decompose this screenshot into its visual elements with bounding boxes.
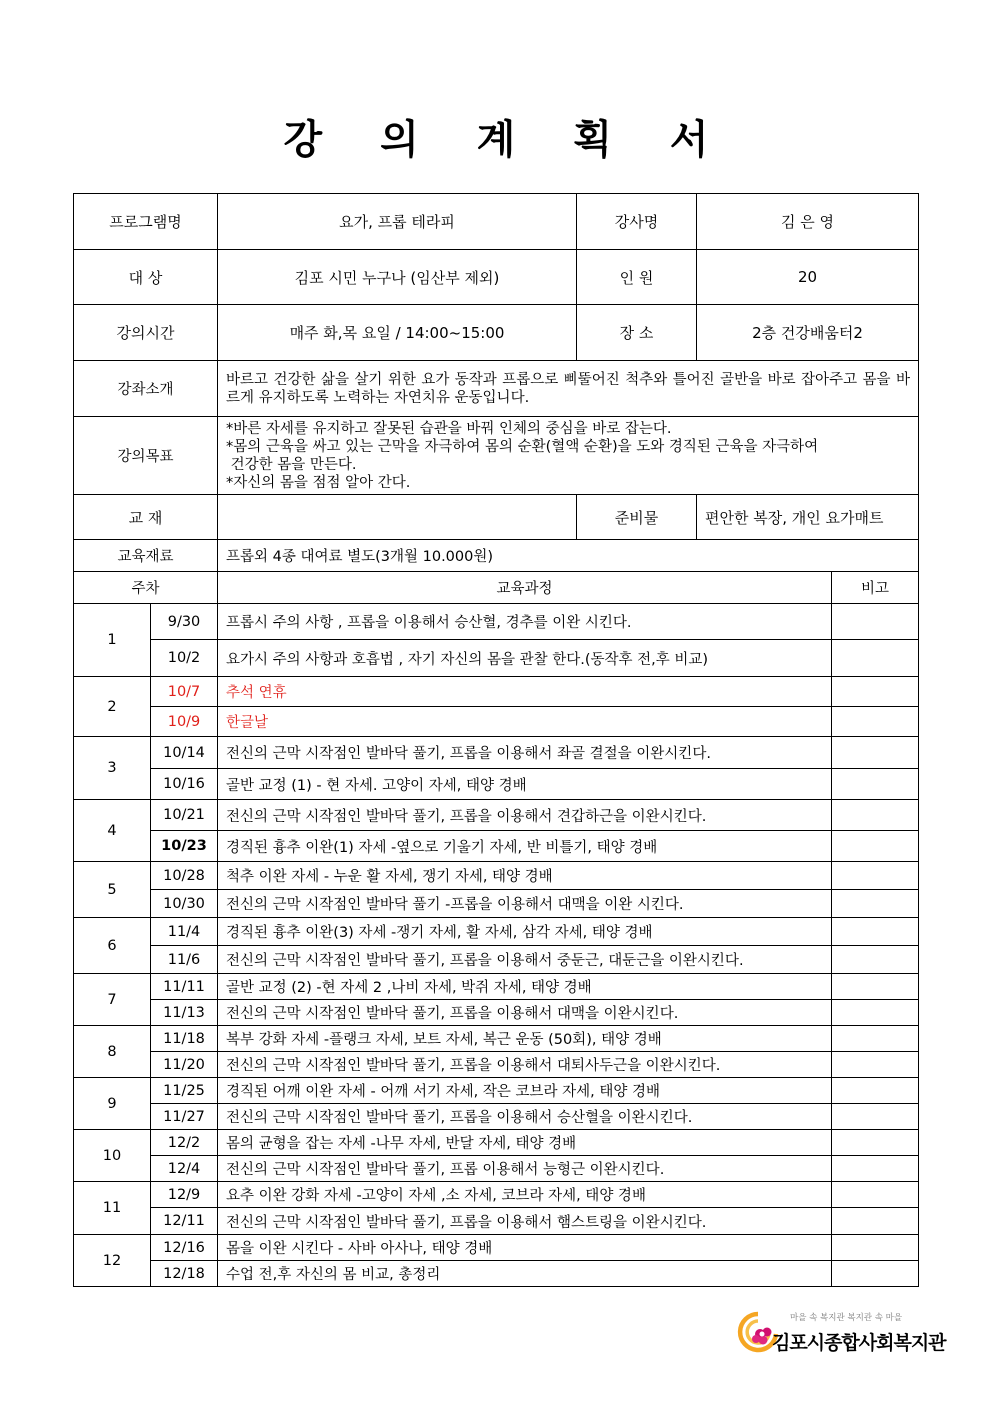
goal-line: *몸의 근육을 싸고 있는 근막을 자극하여 몸의 순환(혈액 순환)을 도와 경직된 근육을 자극하여 [226, 438, 819, 455]
session-date: 11/11 [151, 974, 218, 1000]
session-content: 경직된 어깨 이완 자세 - 어깨 서기 자세, 작은 코브라 자세, 태양 경배 [218, 1078, 832, 1104]
session-note [832, 862, 919, 890]
capacity-label: 인 원 [577, 250, 697, 305]
session-content: 척추 이완 자세 - 누운 활 자세, 쟁기 자세, 태양 경배 [218, 862, 832, 890]
session-content: 전신의 근막 시작점인 발바닥 풀기, 프롭을 이용해서 중둔근, 대둔근을 이완시킨다. [218, 946, 832, 974]
session-note [832, 1182, 919, 1208]
week-number: 7 [74, 974, 151, 1026]
goal-line: *자신의 몸을 점점 알아 간다. [226, 474, 411, 491]
schedule-row [74, 737, 919, 769]
session-content: 요가시 주의 사항과 호흡법 , 자기 자신의 몸을 관찰 한다.(동작후 전,후 비교) [218, 640, 832, 677]
schedule-row [74, 640, 919, 677]
session-content: 한글날 [218, 707, 832, 737]
session-date: 12/9 [151, 1182, 218, 1208]
session-date: 10/14 [151, 737, 218, 769]
session-content: 요추 이완 강화 자세 -고양이 자세 ,소 자세, 코브라 자세, 태양 경배 [218, 1182, 832, 1208]
document-title: 강 의 계 획 서 [283, 116, 731, 163]
schedule-row [74, 1104, 919, 1130]
week-number: 11 [74, 1182, 151, 1235]
session-content: 전신의 근막 시작점인 발바닥 풀기, 프롭 이용해서 능형근 이완시킨다. [218, 1156, 832, 1182]
schedule-row [74, 1052, 919, 1078]
session-date: 10/16 [151, 769, 218, 800]
material-label: 교육재료 [74, 540, 218, 572]
session-date: 11/20 [151, 1052, 218, 1078]
material-value: 프롭외 4종 대여료 별도(3개월 10.000원) [218, 540, 919, 572]
session-content: 전신의 근막 시작점인 발바닥 풀기, 프롭을 이용해서 견갑하근을 이완시킨다. [218, 800, 832, 831]
session-note [832, 677, 919, 707]
instructor-value: 김 은 영 [697, 194, 919, 250]
place-value: 2층 건강배움터2 [697, 305, 919, 361]
textbook-value [218, 495, 577, 540]
session-note [832, 890, 919, 918]
schedule-row [74, 918, 919, 946]
session-content: 골반 교정 (2) -현 자세 2 ,나비 자세, 박쥐 자세, 태양 경배 [218, 974, 832, 1000]
course-header: 교육과정 [218, 572, 832, 604]
note-header: 비고 [832, 572, 919, 604]
program-value: 요가, 프롭 테라피 [218, 194, 577, 250]
goal-line: 건강한 몸을 만든다. [226, 456, 357, 473]
session-note [832, 946, 919, 974]
target-value: 김포 시민 누구나 (임산부 제외) [218, 250, 577, 305]
session-note [832, 831, 919, 862]
schedule-row [74, 707, 919, 737]
prep-label: 준비물 [577, 495, 697, 540]
session-date: 9/30 [151, 604, 218, 640]
session-date: 10/2 [151, 640, 218, 677]
week-number: 12 [74, 1235, 151, 1287]
session-date: 10/21 [151, 800, 218, 831]
schedule-row [74, 946, 919, 974]
session-date: 12/2 [151, 1130, 218, 1156]
session-note [832, 974, 919, 1000]
schedule-row [74, 1130, 919, 1156]
schedule-row [74, 1208, 919, 1235]
session-date: 10/28 [151, 862, 218, 890]
session-note [832, 1000, 919, 1026]
session-content: 수업 전,후 자신의 몸 비교, 총정리 [218, 1261, 832, 1287]
week-number: 4 [74, 800, 151, 862]
week-number: 1 [74, 604, 151, 677]
target-label: 대 상 [74, 250, 218, 305]
session-note [832, 1026, 919, 1052]
week-number: 10 [74, 1130, 151, 1182]
session-note [832, 769, 919, 800]
session-note [832, 1156, 919, 1182]
session-date: 11/13 [151, 1000, 218, 1026]
session-note [832, 1078, 919, 1104]
session-date: 11/25 [151, 1078, 218, 1104]
session-date: 12/4 [151, 1156, 218, 1182]
schedule-row [74, 604, 919, 640]
session-note [832, 1052, 919, 1078]
session-date: 11/27 [151, 1104, 218, 1130]
program-label: 프로그램명 [74, 194, 218, 250]
week-number: 8 [74, 1026, 151, 1078]
week-header: 주차 [74, 572, 218, 604]
session-note [832, 640, 919, 677]
session-note [832, 707, 919, 737]
schedule-row [74, 677, 919, 707]
session-date: 10/30 [151, 890, 218, 918]
session-content: 복부 강화 자세 -플랭크 자세, 보트 자세, 복근 운동 (50회), 태양 경배 [218, 1026, 832, 1052]
session-note [832, 1208, 919, 1235]
time-value: 매주 화,목 요일 / 14:00~15:00 [218, 305, 577, 361]
session-content: 몸을 이완 시킨다 - 사바 아사나, 태양 경배 [218, 1235, 832, 1261]
session-note [832, 918, 919, 946]
session-content: 전신의 근막 시작점인 발바닥 풀기, 프롭을 이용해서 승산혈을 이완시킨다. [218, 1104, 832, 1130]
session-content: 추석 연휴 [218, 677, 832, 707]
schedule-row [74, 1182, 919, 1208]
goal-label: 강의목표 [74, 417, 218, 495]
logo-tagline: 마을 속 복지관 복지관 속 마을 [790, 1313, 903, 1323]
session-content: 경직된 흉추 이완(3) 자세 -쟁기 자세, 활 자세, 삼각 자세, 태양 경배 [218, 918, 832, 946]
session-content: 전신의 근막 시작점인 발바닥 풀기 -프롭을 이용해서 대맥을 이완 시킨다. [218, 890, 832, 918]
schedule-row [74, 1000, 919, 1026]
session-note [832, 737, 919, 769]
session-date: 11/6 [151, 946, 218, 974]
week-number: 9 [74, 1078, 151, 1130]
session-content: 전신의 근막 시작점인 발바닥 풀기, 프롭을 이용해서 햄스트링을 이완시킨다. [218, 1208, 832, 1235]
session-date: 10/9 [151, 707, 218, 737]
week-number: 2 [74, 677, 151, 737]
session-date: 11/4 [151, 918, 218, 946]
textbook-label: 교 재 [74, 495, 218, 540]
session-note [832, 1235, 919, 1261]
session-content: 골반 교정 (1) - 현 자세. 고양이 자세, 태양 경배 [218, 769, 832, 800]
session-content: 경직된 흉추 이완(1) 자세 -옆으로 기울기 자세, 반 비틀기, 태양 경배 [218, 831, 832, 862]
intro-label: 강좌소개 [74, 361, 218, 417]
time-label: 강의시간 [74, 305, 218, 361]
session-content: 몸의 균형을 잡는 자세 -나무 자세, 반달 자세, 태양 경배 [218, 1130, 832, 1156]
session-content: 전신의 근막 시작점인 발바닥 풀기, 프롭을 이용해서 대퇴사두근을 이완시킨다. [218, 1052, 832, 1078]
welfare-center-logo [736, 1306, 946, 1370]
schedule-row [74, 890, 919, 918]
week-number: 3 [74, 737, 151, 800]
week-number: 6 [74, 918, 151, 974]
session-note [832, 1130, 919, 1156]
schedule-row [74, 1261, 919, 1287]
session-note [832, 604, 919, 640]
session-date: 12/18 [151, 1261, 218, 1287]
week-number: 5 [74, 862, 151, 918]
instructor-label: 강사명 [577, 194, 697, 250]
course-info-table [73, 193, 919, 572]
intro-value: 바르고 건강한 삶을 살기 위한 요가 동작과 프롭으로 삐뚤어진 척추와 틀어진 골반을 바로 잡아주고 몸을 바르게 유지하도록 노력하는 자연치유 운동입니다. [218, 361, 919, 417]
schedule-row [74, 1235, 919, 1261]
session-note [832, 1261, 919, 1287]
session-date: 12/11 [151, 1208, 218, 1235]
session-date: 12/16 [151, 1235, 218, 1261]
session-content: 전신의 근막 시작점인 발바닥 풀기, 프롭을 이용해서 대맥을 이완시킨다. [218, 1000, 832, 1026]
schedule-row [74, 1026, 919, 1052]
session-content: 프롭시 주의 사항 , 프롭을 이용해서 승산혈, 경추를 이완 시킨다. [218, 604, 832, 640]
session-note [832, 800, 919, 831]
goal-line: *바른 자세를 유지하고 잘못된 습관을 바꿔 인체의 중심을 바로 잡는다. [226, 420, 672, 437]
schedule-row [74, 862, 919, 890]
place-label: 장 소 [577, 305, 697, 361]
session-content: 전신의 근막 시작점인 발바닥 풀기, 프롭을 이용해서 좌골 결절을 이완시킨다. [218, 737, 832, 769]
prep-value: 편안한 복장, 개인 요가매트 [697, 495, 919, 540]
schedule-row [74, 769, 919, 800]
session-note [832, 1104, 919, 1130]
schedule-row [74, 800, 919, 831]
goal-value [218, 417, 919, 495]
session-date: 10/7 [151, 677, 218, 707]
schedule-row [74, 974, 919, 1000]
schedule-row [74, 831, 919, 862]
schedule-row [74, 1156, 919, 1182]
schedule-row [74, 1078, 919, 1104]
session-date: 10/23 [151, 831, 218, 862]
capacity-value: 20 [697, 250, 919, 305]
session-date: 11/18 [151, 1026, 218, 1052]
logo-name: 김포시종합사회복지관 [772, 1332, 946, 1354]
schedule-table [73, 571, 919, 1287]
